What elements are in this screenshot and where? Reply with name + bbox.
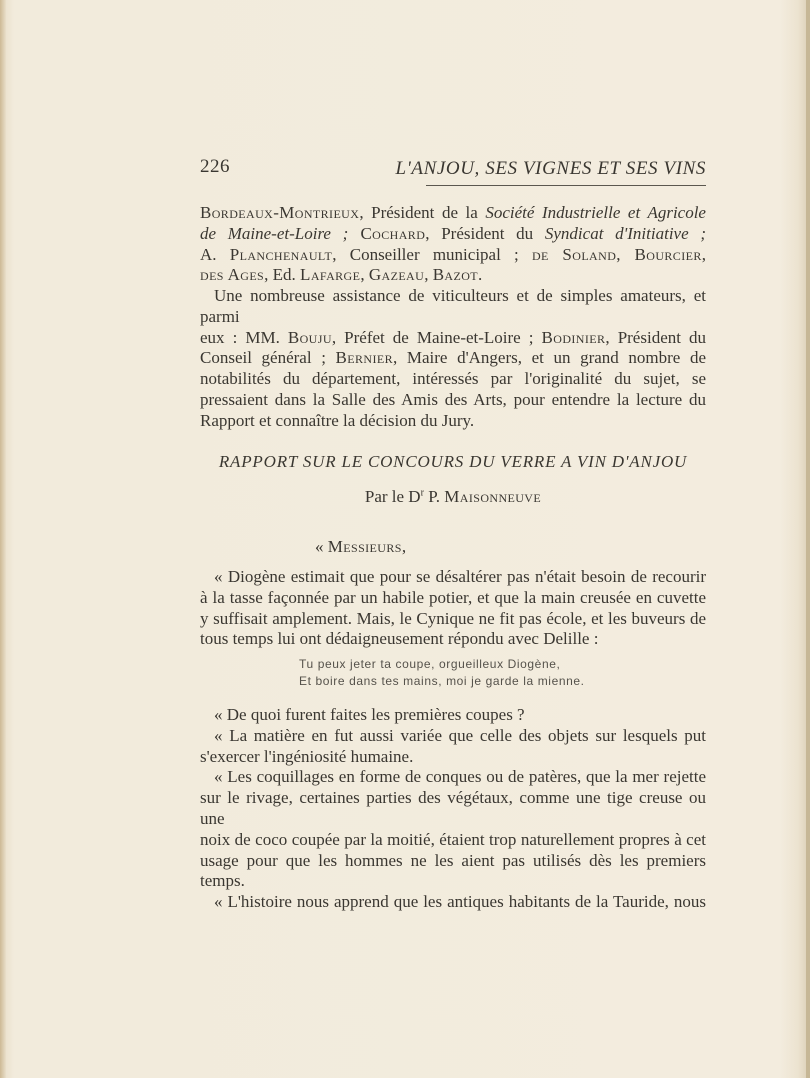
audience-line-3 (200, 348, 706, 369)
body-line: « Diogène estimait que pour se désaltérer pas n'était besoin de recourir (214, 567, 706, 586)
superscript: r (420, 487, 424, 499)
person-name: Planchenault (229, 244, 333, 264)
text-run: , Président de la (359, 203, 486, 222)
page-header (200, 156, 706, 188)
person-name: Bodinier (541, 327, 606, 347)
salutation-word: Messieurs (327, 537, 402, 556)
verse-line-2: Et boire dans tes mains, moi je garde la mienne. (299, 674, 585, 688)
page-binding-edge (0, 0, 6, 1078)
body-line: « La matière en fut aussi variée que celle des objets sur lesquels put (214, 725, 706, 745)
person-name: Bouju (287, 327, 332, 347)
text-run: , Président du (605, 327, 706, 347)
body-line: « De quoi furent faites les premières coupes ? (214, 705, 525, 724)
text-run: . (478, 265, 483, 285)
organization-name: de Maine-et-Loire ; (200, 223, 349, 243)
text-run: , (701, 244, 706, 264)
text-run: P. (423, 487, 445, 506)
audience-line-6: Rapport et connaître la décision du Jury. (200, 410, 475, 430)
text-run: , (360, 265, 369, 285)
report-title: RAPPORT SUR LE CONCOURS DU VERRE A VIN D'ANJOU (218, 452, 688, 471)
audience-line-5: pressaient dans la Salle des Amis des Arts, pour entendre la lecture du (200, 389, 706, 409)
person-name: Gazeau (368, 265, 425, 285)
text-run: , Préfet de Maine-et-Loire ; (331, 327, 542, 347)
body-line: usage pour que les hommes ne les aient pas utilisés dès les premiers temps. (200, 850, 706, 891)
audience-line-2 (200, 328, 706, 349)
person-name: des Ages (200, 265, 265, 285)
person-name: Bazot (432, 265, 479, 285)
person-name: Bordeaux-Montrieux (200, 203, 360, 222)
verse-line-1: Tu peux jeter ta coupe, orgueilleux Diogène, (299, 657, 561, 671)
intro-line-1 (200, 203, 706, 224)
audience-paragraph (200, 286, 706, 432)
text-run: A. (200, 244, 230, 264)
page-right-edge (806, 0, 810, 1078)
body-line: « L'histoire nous apprend que les antiques habitants de la Tauride, nous (214, 892, 706, 912)
organization-name: Syndicat d'Initiative ; (544, 223, 706, 243)
intro-line-3 (200, 245, 706, 266)
organization-name: Société Industrielle et Agricole (485, 203, 706, 222)
person-name: Bernier (335, 348, 394, 368)
body-line: sur le rivage, certaines parties des végétaux, comme une tige creuse ou une (200, 788, 706, 828)
intro-paragraph (200, 203, 706, 286)
person-name: Lafarge (300, 265, 361, 285)
intro-line-4 (200, 265, 706, 286)
diogenes-paragraph (200, 567, 706, 650)
text-run: Conseil général ; (200, 348, 336, 368)
text-run: , Maire d'Angers, et un grand nombre de (393, 348, 706, 368)
text-run: eux : MM. (200, 327, 288, 347)
cups-paragraphs (200, 705, 706, 913)
text-run: Par le D (364, 487, 421, 506)
body-line: s'exercer l'ingéniosité humaine. (200, 746, 414, 766)
running-title: L'ANJOU, SES VIGNES ET SES VINS (395, 158, 706, 179)
body-line: y suffisait amplement. Mais, le Cynique ne fit pas école, et les buveurs de (200, 608, 706, 628)
author-name: Maisonneuve (444, 487, 542, 506)
intro-line-2 (200, 224, 706, 245)
verse-quote (299, 656, 585, 690)
text-run: , (401, 537, 407, 556)
text-run: , Ed. (264, 265, 301, 285)
salutation (315, 537, 406, 557)
person-name: Cochard (348, 223, 426, 243)
audience-line-4: notabilités du département, intéressés par l'originalité du sujet, se (200, 369, 706, 389)
body-line: noix de coco coupée par la moitié, étaient trop naturellement propres à cet (200, 829, 706, 849)
body-line: « Les coquillages en forme de conques ou de patères, que la mer rejette (214, 767, 706, 787)
page-number: 226 (200, 156, 230, 177)
header-rule (426, 185, 706, 186)
person-name: de Soland, Bourcier (531, 244, 702, 264)
text-run: , Président du (425, 223, 545, 243)
audience-line-1: Une nombreuse assistance de viticulteurs et de simples amateurs, et parmi (200, 286, 706, 326)
body-line: tous temps lui ont dédaigneusement répondu avec Delille : (200, 629, 599, 649)
text-run: , Conseiller municipal ; (332, 244, 532, 264)
text-run: , (424, 265, 433, 285)
body-line: à la tasse façonnée par un habile potier, et que la main creusée en cuvette (200, 587, 706, 607)
text-run: « (315, 537, 328, 556)
report-byline (200, 487, 706, 507)
